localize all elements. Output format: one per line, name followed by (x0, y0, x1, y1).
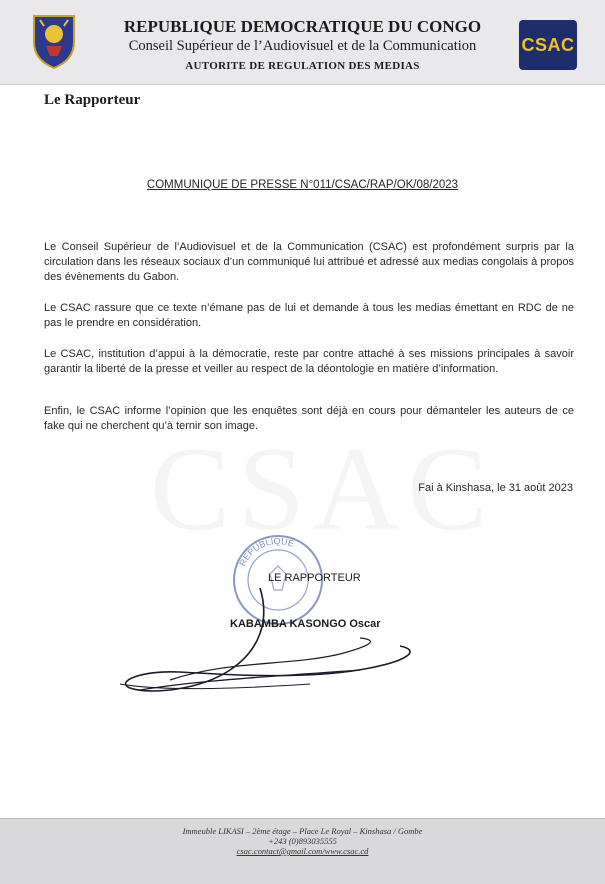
council-name: Conseil Supérieur de l’Audiovisuel et de la Communication (128, 38, 477, 54)
body-paragraph-4: Enfin, le CSAC informe l’opinion que les enquêtes sont déjà en cours pour démanteler les auteurs de ce fake qui ne cherchent qu’à ternir son image. (44, 405, 574, 432)
footer-contact-link[interactable]: csac.contact@gmail.com/www.csac.cd (236, 846, 369, 856)
signatory-title: LE RAPPORTEUR (268, 572, 361, 584)
stamp-text: REPUBLIQUE (237, 535, 296, 568)
press-release-title: COMMUNIQUE DE PRESSE N°011/CSAC/RAP/OK/08/2023 (146, 179, 459, 191)
office-heading: Le Rapporteur (44, 92, 141, 108)
csac-logo (519, 20, 577, 70)
authority-name: AUTORITE DE REGULATION DES MEDIAS (185, 60, 420, 72)
country-name: REPUBLIQUE DEMOCRATIQUE DU CONGO (123, 17, 482, 36)
date-line: Fai à Kinshasa, le 31 août 2023 (418, 482, 573, 494)
signatory-name: KABAMBA KASONGO Oscar (230, 618, 381, 630)
handwritten-signature (110, 580, 430, 710)
letterhead (0, 0, 605, 85)
footer-address: Immeuble LIKASI – 2ème étage – Place Le Royal – Kinshasa / Gombe (182, 826, 423, 836)
body-paragraph-3: Le CSAC, institution d’appui à la démocratie, reste par contre attaché à ses missions principales à savoir garantir la liberté de la presse et veiller au respect de la déontologie en matière d’information. (44, 348, 574, 375)
body-paragraph-1: Le Conseil Supérieur de l’Audiovisuel et de la Communication (CSAC) est profondément surpris par la circulation dans les réseaux sociaux d’un communiqué lui attribué et adressé aux medias congolais à propos des évènements du Gabon. (44, 241, 574, 283)
body-paragraph-2: Le CSAC rassure que ce texte n’émane pas de lui et demande à tous les medias émettant en RDC de ne pas le prendre en considération. (44, 302, 574, 329)
footer-phone: +243 (0)893035555 (268, 836, 337, 846)
csac-logo-text: CSAC (521, 34, 575, 55)
